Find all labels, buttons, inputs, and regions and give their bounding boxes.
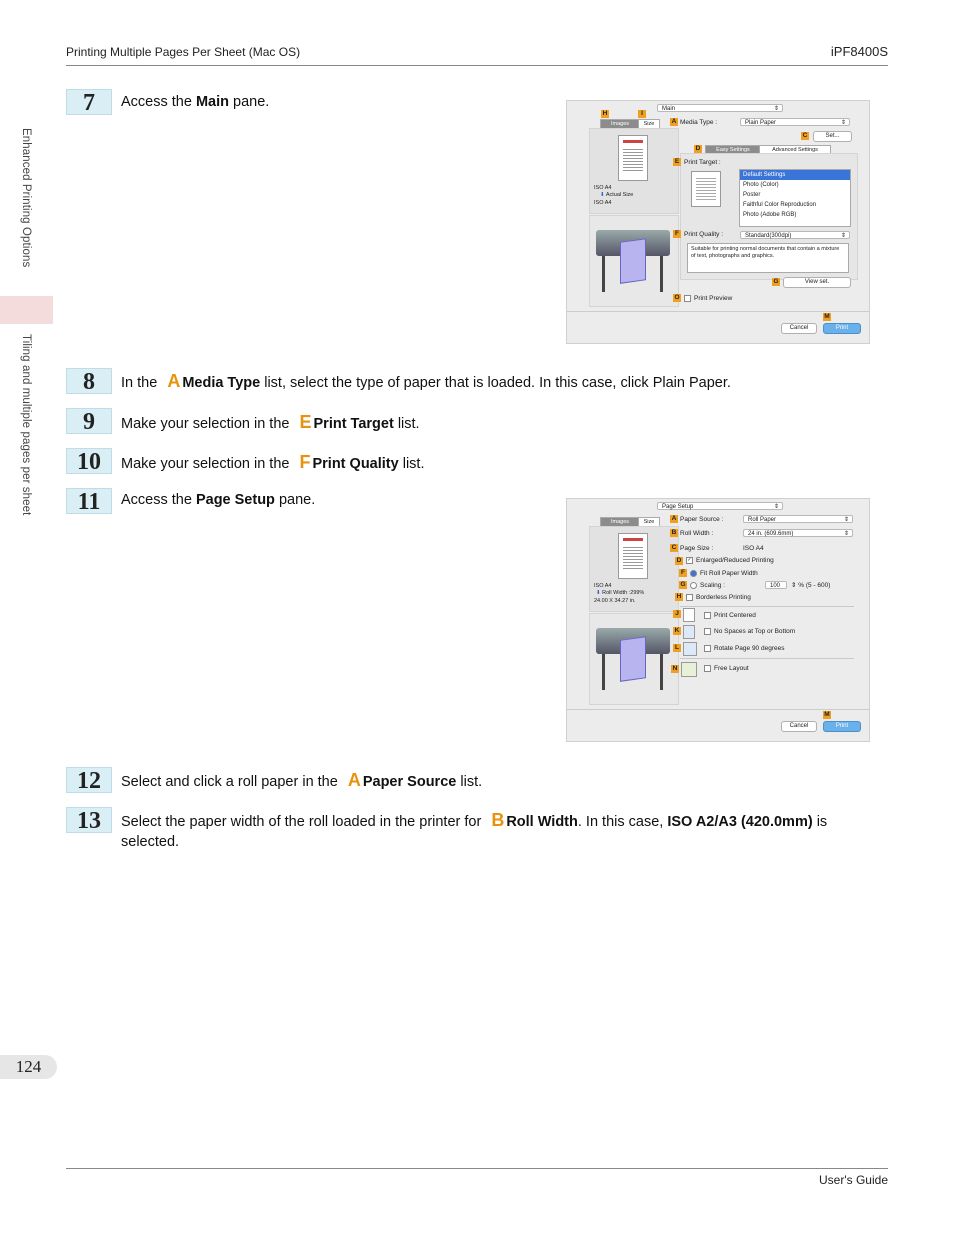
target-faithful-color[interactable]: Faithful Color Reproduction	[743, 202, 817, 208]
step-13-text: Select the paper width of the roll loaded in the printer for B Roll Width. In this case, ISO A2/A3 (420.0mm) is selected.	[121, 810, 828, 850]
print-target-list[interactable]	[739, 169, 851, 227]
rotate-checkbox[interactable]: Rotate Page 90 degrees	[704, 645, 784, 652]
side-tab-enhanced-label: Enhanced Printing Options	[20, 128, 32, 268]
set-button[interactable]: Set...	[813, 131, 852, 142]
media-type-label: Media Type :	[680, 119, 718, 126]
cancel-button[interactable]: Cancel	[781, 323, 817, 334]
print-button[interactable]: Print	[823, 323, 861, 334]
target-photo-adobe-rgb[interactable]: Photo (Adobe RGB)	[743, 212, 797, 218]
print-quality-select[interactable]: Standard(300dpi) ⇕	[740, 231, 850, 239]
print-centered-icon	[683, 608, 695, 622]
page-thumbnail	[618, 533, 648, 579]
step-number-12: 12	[66, 767, 112, 793]
paper-info-output: 24.00 X 34.27 in.	[594, 598, 636, 604]
target-default-settings[interactable]: Default Settings	[740, 170, 850, 180]
target-photo-color[interactable]: Photo (Color)	[743, 182, 779, 188]
scaling-radio[interactable]: Scaling :	[690, 582, 725, 589]
printer-illustration	[589, 215, 679, 307]
free-layout-icon	[681, 662, 697, 677]
side-tab-enhanced[interactable]	[0, 120, 53, 296]
target-poster[interactable]: Poster	[743, 192, 761, 198]
view-set-button[interactable]: View set.	[783, 277, 851, 288]
paper-info-output: ISO A4	[594, 200, 612, 206]
tab-advanced-settings[interactable]: Advanced Settings	[759, 145, 831, 155]
callout-m: M	[824, 711, 830, 718]
step-number-10: 10	[66, 448, 112, 474]
callout-m: M	[824, 313, 830, 320]
paper-source-label: Paper Source :	[680, 516, 724, 523]
print-centered-checkbox[interactable]: Print Centered	[704, 612, 756, 619]
callout-o: O	[674, 294, 680, 301]
side-tab-tiling[interactable]	[0, 326, 53, 546]
callout-j: J	[673, 610, 681, 618]
footer-guide-title: User's Guide	[819, 1173, 888, 1187]
paper-info-size: ISO A4	[594, 185, 612, 191]
roll-width-select[interactable]: 24 in. (609.6mm) ⇕	[743, 529, 853, 537]
callout-e: E	[674, 158, 680, 165]
paper-info-size: ISO A4	[594, 583, 612, 589]
callout-g: G	[773, 278, 779, 285]
step-number-7: 7	[66, 89, 112, 115]
callout-n: N	[672, 665, 678, 672]
print-quality-label: Print Quality :	[684, 231, 724, 238]
header-rule	[66, 65, 888, 66]
callout-d: D	[695, 145, 701, 152]
callout-f: F	[673, 230, 681, 238]
preview-panel	[589, 526, 679, 612]
no-spaces-icon	[683, 625, 695, 639]
fit-roll-radio[interactable]: Fit Roll Paper Width	[690, 570, 758, 577]
no-spaces-checkbox[interactable]: No Spaces at Top or Bottom	[704, 628, 795, 635]
tab-images[interactable]: Images	[600, 119, 640, 129]
callout-k: K	[674, 627, 680, 634]
tab-easy-settings[interactable]: Easy Settings	[705, 145, 761, 155]
callout-c: C	[671, 544, 677, 551]
step-10-text: Make your selection in the F Print Quality list.	[121, 452, 425, 472]
borderless-checkbox[interactable]: Borderless Printing	[686, 594, 751, 601]
step-number-11: 11	[66, 488, 112, 514]
callout-g: G	[680, 581, 686, 588]
step-7-text: Access the Main pane.	[121, 94, 270, 110]
preview-panel	[589, 128, 679, 214]
rotate-icon	[683, 642, 697, 656]
tab-size[interactable]: Size	[638, 517, 660, 527]
scaling-range: ⇕ % (5 - 600)	[791, 582, 831, 589]
step-8-text: In the A Media Type list, select the type of paper that is loaded. In this case, click Plain Paper.	[121, 371, 731, 391]
step-number-8: 8	[66, 368, 112, 394]
callout-h: H	[676, 593, 682, 600]
callout-i: I	[638, 110, 646, 118]
side-tab-tiling-label: Tiling and multiple pages per sheet	[20, 334, 32, 516]
callout-c: C	[802, 132, 808, 139]
print-button[interactable]: Print	[823, 721, 861, 732]
callout-a: A	[671, 515, 677, 522]
callout-l: L	[673, 644, 681, 652]
footer-rule	[66, 1168, 888, 1169]
callout-b: B	[671, 529, 677, 536]
scaling-input[interactable]: 100	[765, 581, 787, 589]
callout-f: F	[679, 569, 687, 577]
paper-info-roll: ⬇ Roll Width :299%	[596, 590, 645, 596]
media-type-select[interactable]: Plain Paper ⇕	[740, 118, 850, 126]
pane-select[interactable]: Main ⇕	[657, 104, 783, 112]
tab-size[interactable]: Size	[638, 119, 660, 129]
callout-h: H	[602, 110, 608, 117]
cancel-button[interactable]: Cancel	[781, 721, 817, 732]
quality-description: Suitable for printing normal documents that contain a mixture of text, photographs and graphics.	[687, 243, 849, 273]
print-target-label: Print Target :	[684, 159, 721, 166]
step-number-9: 9	[66, 408, 112, 434]
step-11-text: Access the Page Setup pane.	[121, 492, 316, 508]
roll-width-label: Roll Width :	[680, 530, 714, 537]
paper-info-scale: ⬇ Actual Size	[600, 192, 634, 198]
running-header-title: Printing Multiple Pages Per Sheet (Mac OS)	[66, 45, 301, 59]
page-size-label: Page Size :	[680, 545, 714, 552]
model-name: iPF8400S	[830, 44, 888, 59]
pane-select[interactable]: Page Setup ⇕	[657, 502, 783, 510]
page-setup-screenshot	[566, 498, 870, 742]
step-12-text: Select and click a roll paper in the A Paper Source list.	[121, 770, 483, 790]
main-pane-screenshot	[566, 100, 870, 344]
page-size-value: ISO A4	[743, 545, 764, 552]
print-target-thumbnail	[691, 171, 721, 207]
section-divider	[680, 658, 854, 659]
side-tab-active-marker	[0, 296, 53, 324]
paper-source-select[interactable]: Roll Paper ⇕	[743, 515, 853, 523]
dialog-divider	[567, 311, 869, 312]
section-divider	[680, 606, 854, 607]
print-preview-checkbox[interactable]: Print Preview	[684, 295, 732, 302]
dialog-divider	[567, 709, 869, 710]
page-thumbnail	[618, 135, 648, 181]
step-9-text: Make your selection in the E Print Target list.	[121, 412, 420, 432]
callout-a: A	[671, 118, 677, 125]
step-number-13: 13	[66, 807, 112, 833]
callout-d: D	[676, 557, 682, 564]
free-layout-checkbox[interactable]: Free Layout	[704, 665, 749, 672]
printer-illustration	[589, 613, 679, 705]
tab-images[interactable]: Images	[600, 517, 640, 527]
page-number: 124	[0, 1055, 57, 1079]
enlarged-checkbox[interactable]: ✓ Enlarged/Reduced Printing	[687, 557, 774, 565]
